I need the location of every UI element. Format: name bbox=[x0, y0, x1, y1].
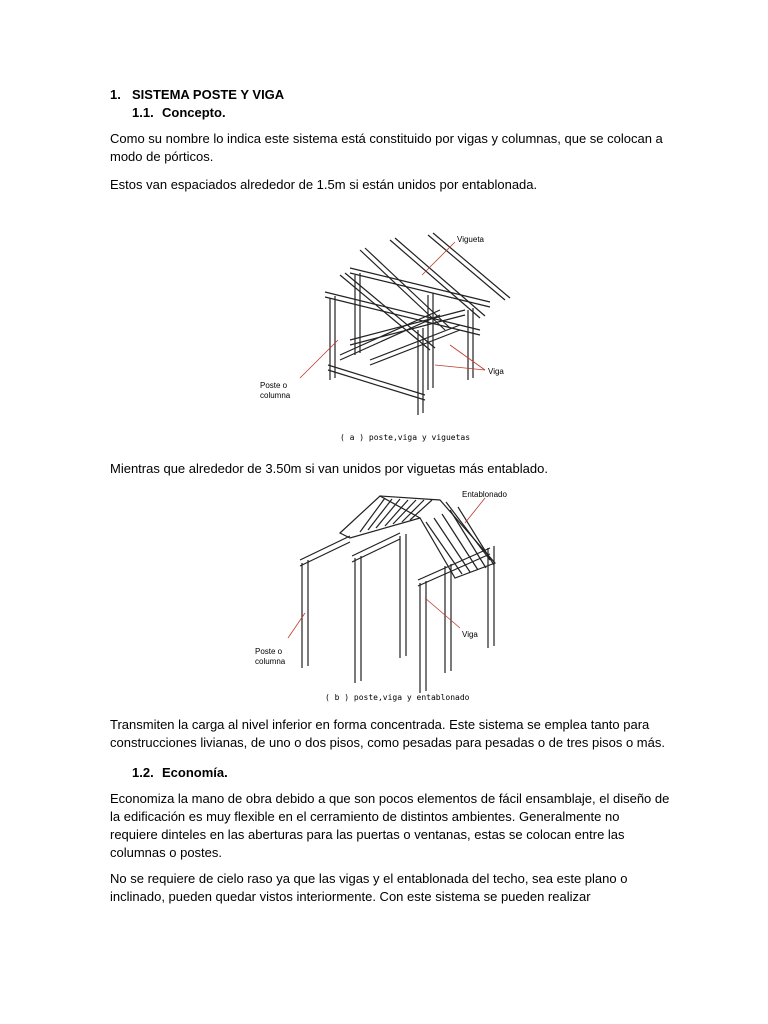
section-number: 1.1. bbox=[132, 105, 154, 120]
figure-poste-viga-entablonado bbox=[250, 488, 516, 708]
paragraph: No se requiere de cielo raso ya que las vigas y el entablonada del techo, sea este plano o inclinado, pueden quedar vistos interiormente. Con este sistema se pueden realizar bbox=[110, 871, 628, 904]
label-poste-line1: Poste o bbox=[255, 647, 283, 656]
figure-poste-viga-viguetas bbox=[250, 230, 516, 450]
figure-b-caption: ( b ) poste,viga y entablonado bbox=[325, 693, 470, 702]
paragraph: Como su nombre lo indica este sistema está constituido por vigas y columnas, que se colocan a modo de pórticos. bbox=[110, 131, 663, 164]
label-entablonado: Entablonado bbox=[462, 490, 507, 499]
figure-a-drawing bbox=[250, 230, 516, 450]
heading-number: 1. bbox=[110, 87, 121, 102]
section-title: Concepto. bbox=[162, 105, 226, 120]
paragraph: Economiza la mano de obra debido a que son pocos elementos de fácil ensamblaje, el diseño de la edificación es muy flexible en el cerramiento de distintos ambientes. Generalmente no requiere dinteles en las aberturas para las puertas o ventanas, estas se colocan entre las columnas o postes. bbox=[110, 791, 670, 860]
figure-a-caption: ( a ) poste,viga y viguetas bbox=[340, 433, 471, 442]
section-number: 1.2. bbox=[132, 765, 154, 780]
frame-lines bbox=[325, 233, 510, 415]
section-heading-concepto bbox=[132, 104, 226, 122]
heading-title: SISTEMA POSTE Y VIGA bbox=[132, 87, 285, 102]
label-poste-line2: columna bbox=[255, 657, 286, 666]
frame-lines bbox=[300, 496, 495, 693]
heading-sistema-poste-viga bbox=[110, 86, 670, 104]
label-viga: Viga bbox=[488, 367, 504, 376]
label-poste-line1: Poste o bbox=[260, 381, 288, 390]
paragraph: Mientras que alrededor de 3.50m si van unidos por viguetas más entablado. bbox=[110, 461, 548, 476]
label-viga: Viga bbox=[462, 630, 478, 639]
label-poste-line2: columna bbox=[260, 391, 291, 400]
figure-b-drawing bbox=[250, 488, 516, 708]
pointer-lines bbox=[300, 242, 485, 378]
label-vigueta: Vigueta bbox=[457, 235, 484, 244]
paragraph: Estos van espaciados alrededor de 1.5m si están unidos por entablonada. bbox=[110, 177, 538, 192]
section-title: Economía. bbox=[162, 765, 228, 780]
paragraph: Transmiten la carga al nivel inferior en forma concentrada. Este sistema se emplea tanto para construcciones livianas, de uno o dos pisos, como pesadas para pesadas o de tres pisos o más. bbox=[110, 717, 665, 750]
section-heading-economia bbox=[132, 764, 228, 782]
